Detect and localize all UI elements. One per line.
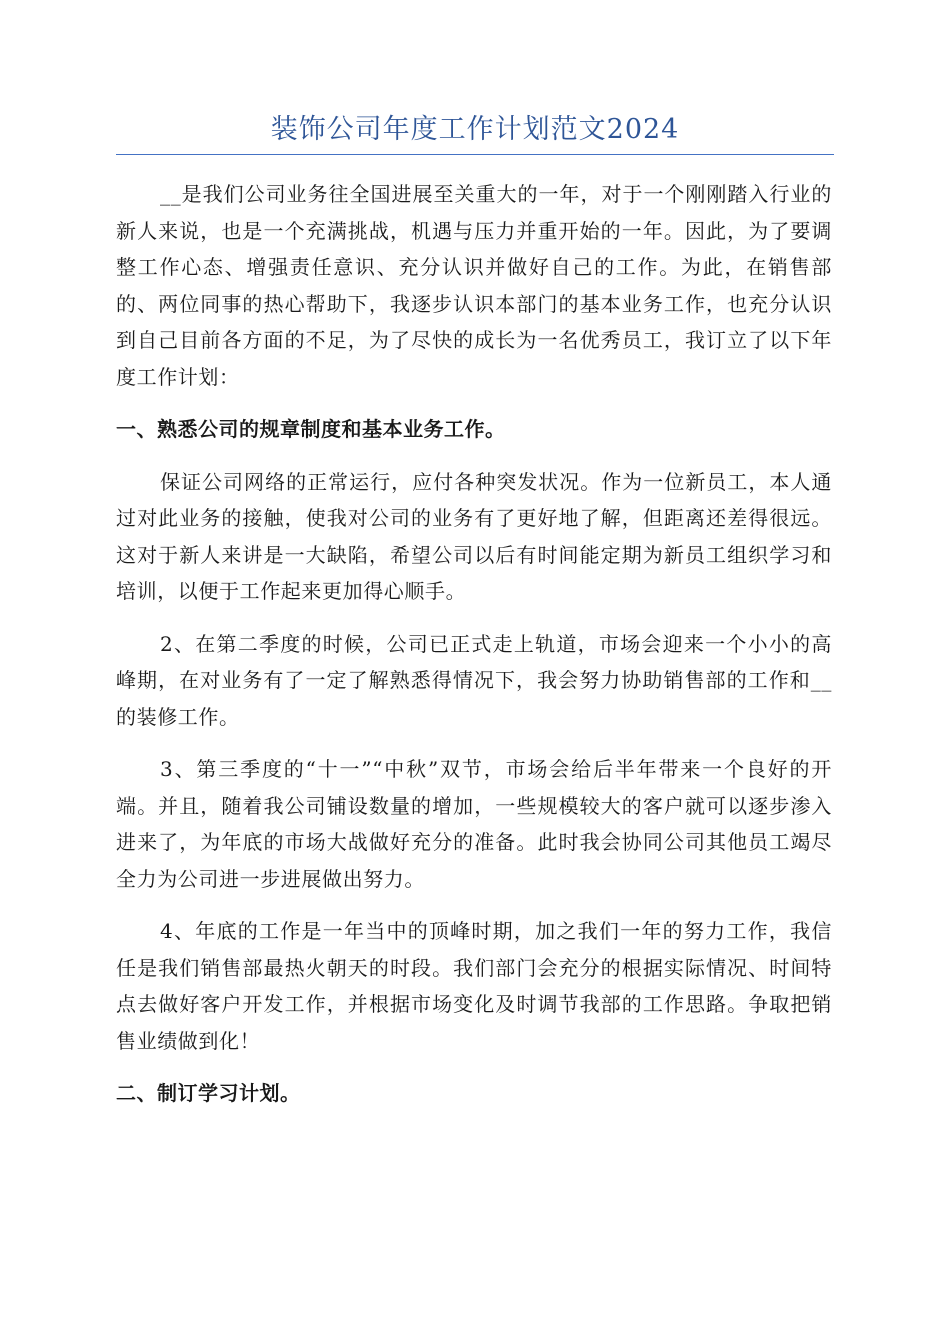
section-2-heading: 二、制订学习计划。 — [116, 1081, 301, 1105]
intro-paragraph: __是我们公司业务往全国进展至关重大的一年，对于一个刚刚踏入行业的新人来说，也是一个充满挑战，机遇与压力并重开始的一年。因此，为了要调整工作心态、增强责任意识、充分认识并做好自己的工作。为此，在销售部的、两位同事的热心帮助下，我逐步认识本部门的基本业务工作，也充分认识到自己目前各方面的不足，为了尽快的成长为一名优秀员工，我订立了以下年度工作计划： — [116, 182, 832, 389]
section-1-heading: 一、熟悉公司的规章制度和基本业务工作。 — [116, 417, 506, 441]
section-1-paragraph-1: 保证公司网络的正常运行，应付各种突发状况。作为一位新员工，本人通过对此业务的接触，使我对公司的业务有了更好地了解，但距离还差得很远。这对于新人来讲是一大缺陷，希望公司以后有时间能定期为新员工组织学习和培训，以便于工作起来更加得心顺手。 — [116, 469, 832, 603]
section-1-paragraph-3: 3、第三季度的“十一”“中秋”双节，市场会给后半年带来一个良好的开端。并且，随着我公司铺设数量的增加，一些规模较大的客户就可以逐步渗入进来了，为年底的市场大战做好充分的准备。此时我会协同公司其他员工竭尽全力为公司进一步进展做出努力。 — [116, 757, 832, 891]
section-1-paragraph-2: 2、在第二季度的时候，公司已正式走上轨道，市场会迎来一个小小的高峰期，在对业务有了一定了解熟悉得情况下，我会努力协助销售部的工作和__的装修工作。 — [116, 631, 832, 729]
section-1-paragraph-4: 4、年底的工作是一年当中的顶峰时期，加之我们一年的努力工作，我信任是我们销售部最热火朝天的时段。我们部门会充分的根据实际情况、时间特点去做好客户开发工作，并根据市场变化及时调节我部的工作思路。争取把销售业绩做到化！ — [116, 919, 832, 1053]
document-body — [116, 176, 832, 1128]
document-title: 装饰公司年度工作计划范文2024 — [270, 114, 680, 145]
title-underline — [116, 154, 834, 155]
